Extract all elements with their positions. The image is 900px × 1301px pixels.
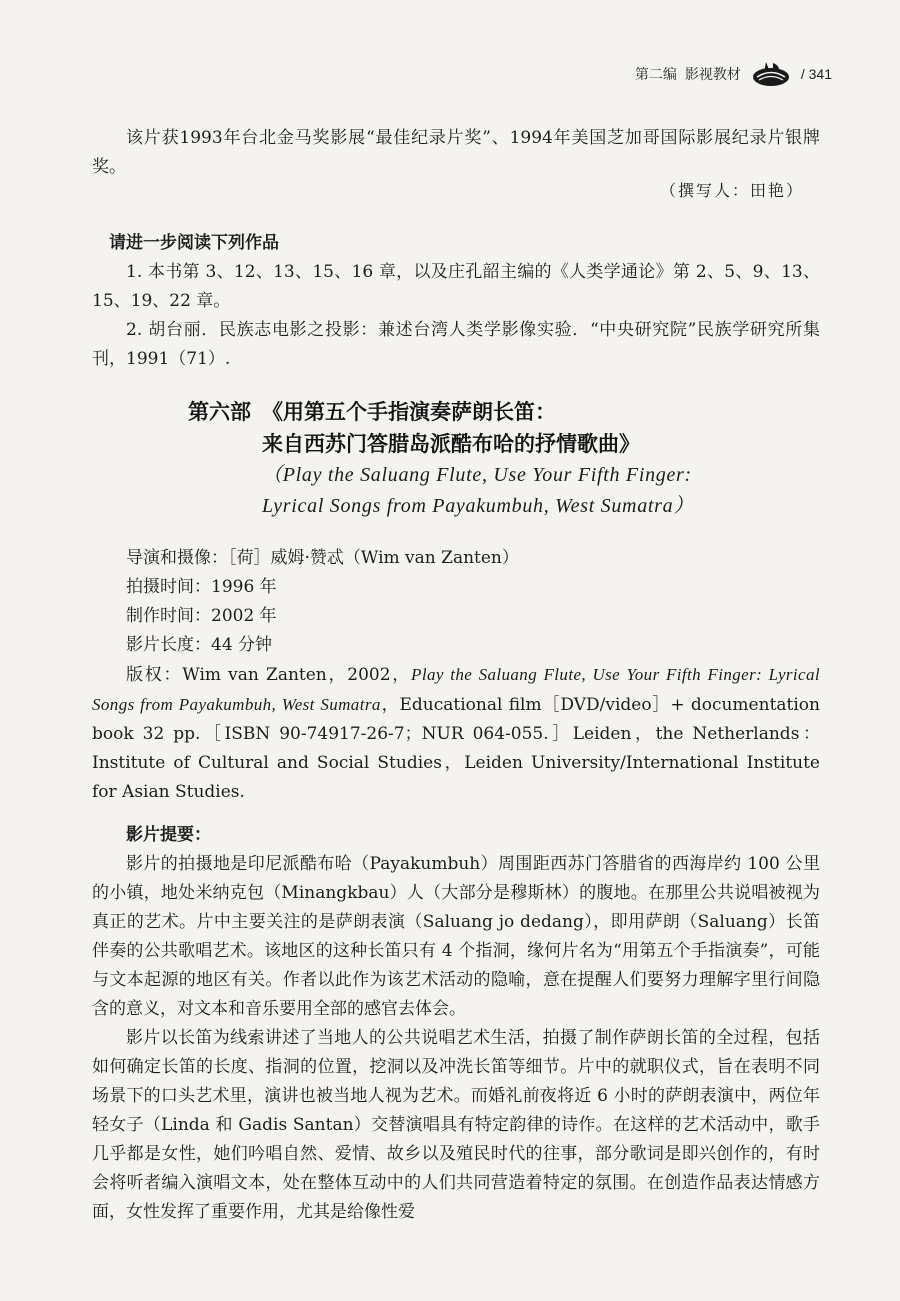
page-number: / 341: [800, 66, 832, 82]
part-title-text: 《用第五个手指演奏萨朗长笛：: [262, 400, 556, 424]
copyright-rest: ，Educational film［DVD/video］+ documentation book 32 pp.［ISBN 90-74917-26-7；NUR 064-055.］Leiden，the Netherlands：Institute of Cultural and Social Studies，Leiden University/International Institute for Asian Studies.: [92, 695, 820, 802]
english-title-line2: Lyrical Songs from Payakumbuh, West Sumatra）: [262, 495, 695, 517]
publisher-logo-icon: [751, 60, 791, 88]
part-title-line2: 来自西苏门答腊岛派酷布哈的抒情歌曲》: [262, 432, 640, 456]
section-title: 影视教材: [684, 67, 741, 83]
award-paragraph: 该片获1993年台北金马奖影展“最佳纪录片奖”、1994年美国芝加哥国际影展纪录片银牌奖。: [92, 128, 820, 177]
length-line: 影片长度：44 分钟: [126, 635, 273, 655]
copyright-title: Play the Saluang Flute, Use Your Fifth Finger: Lyrical Songs from Payakumbuh, West Sumatra: [92, 665, 821, 714]
part-title-line1: [188, 396, 808, 428]
production-time-line: 制作时间：2002 年: [126, 606, 277, 626]
synopsis-paragraph: 影片以长笛为线索讲述了当地人的公共说唱艺术生活，拍摄了制作萨朗长笛的全过程，包括如何确定长笛的长度、指洞的位置，挖洞以及冲洗长笛等细节。片中的就职仪式，旨在表明不同场景下的口头艺术里，演讲也被当地人视为艺术。而婚礼前夜将近 6 小时的萨朗表演中，两位年轻女子（Linda 和 Gadis Santan）交替演唱具有特定韵律的诗作。在这样的艺术活动中，歌手几乎都是女性，她们吟唱自然、爱情、故乡以及殖民时代的往事，部分歌词是即兴创作的，有时会将听者编入演唱文本，处在整体互动中的人们共同营造着特定的氛围。在创造作品表达情感方面，女性发挥了重要作用，尤其是给像性爱: [92, 1028, 820, 1222]
part-title-block: [188, 396, 808, 522]
further-reading-heading: 请进一步阅读下列作品: [109, 233, 279, 253]
copyright-line: [92, 660, 820, 807]
reading-item: 1. 本书第 3、12、13、15、16 章，以及庄孔韶主编的《人类学通论》第 2、5、9、13、15、19、22 章。: [92, 262, 820, 311]
synopsis-heading: 影片提要：: [126, 825, 211, 845]
reading-item: 2. 胡台丽．民族志电影之投影：兼述台湾人类学影像实验．“中央研究院”民族学研究所集刊，1991（71）.: [92, 320, 820, 369]
shoot-time-line: 拍摄时间：1996 年: [126, 577, 277, 597]
copyright-prefix: 版权：Wim van Zanten，2002，: [126, 665, 412, 685]
synopsis-paragraph: 影片的拍摄地是印尼派酷布哈（Payakumbuh）周围距西苏门答腊省的西海岸约 100 公里的小镇，地处米纳克包（Minangkbau）人（大部分是穆斯林）的腹地。在那里公共说唱被视为真正的艺术。片中主要关注的是萨朗表演（Saluang jo dedang），即用萨朗（Saluang）长笛伴奏的公共歌唱艺术。该地区的这种长笛只有 4 个指洞，缘何片名为“用第五个手指演奏”，可能与文本起源的地区有关。作者以此作为该艺术活动的隐喻，意在提醒人们要努力理解字里行间隐含的意义，对文本和音乐要用全部的感官去体会。: [92, 854, 821, 1019]
section-label: 第二编: [634, 67, 677, 83]
synopsis-section: [92, 821, 820, 1227]
film-credits: [92, 544, 820, 807]
author-credit: （撰写人：田艳）: [659, 181, 804, 200]
english-title-line1: （Play the Saluang Flute, Use Your Fifth Finger:: [262, 464, 692, 486]
part-label: 第六部: [188, 400, 251, 424]
running-header: [635, 60, 832, 88]
further-reading: [92, 229, 820, 374]
director-line: 导演和摄像：［荷］威姆·赞忒（Wim van Zanten）: [126, 548, 519, 568]
